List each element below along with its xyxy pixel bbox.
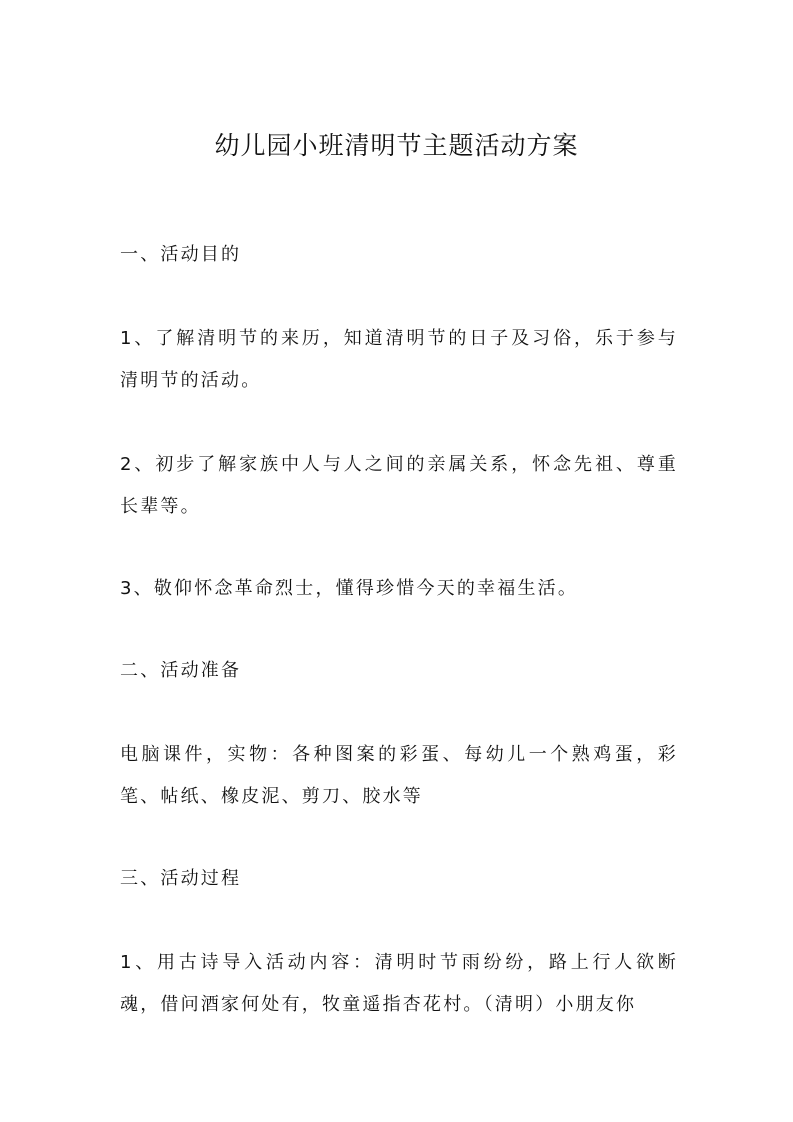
document-title: 幼儿园小班清明节主题活动方案	[214, 131, 579, 160]
section-heading-preparation: 二、活动准备	[120, 660, 242, 681]
paragraph-purpose-2: 2、初步了解家族中人与人之间的亲属关系，怀念先祖、尊重长辈等。	[120, 454, 678, 517]
section-heading-purpose: 一、活动目的	[120, 244, 242, 265]
paragraph-preparation: 电脑课件，实物：各种图案的彩蛋、每幼儿一个熟鸡蛋，彩笔、帖纸、橡皮泥、剪刀、胶水等	[120, 744, 678, 807]
section-heading-process: 三、活动过程	[120, 868, 242, 889]
paragraph-purpose-3: 3、敬仰怀念革命烈士，懂得珍惜今天的幸福生活。	[120, 578, 579, 599]
paragraph-process-1: 1、用古诗导入活动内容：清明时节雨纷纷，路上行人欲断魂，借问酒家何处有，牧童遥指杏花村。（清明）小朋友你	[120, 952, 678, 1015]
paragraph-purpose-1: 1、了解清明节的来历，知道清明节的日子及习俗，乐于参与清明节的活动。	[120, 328, 678, 391]
